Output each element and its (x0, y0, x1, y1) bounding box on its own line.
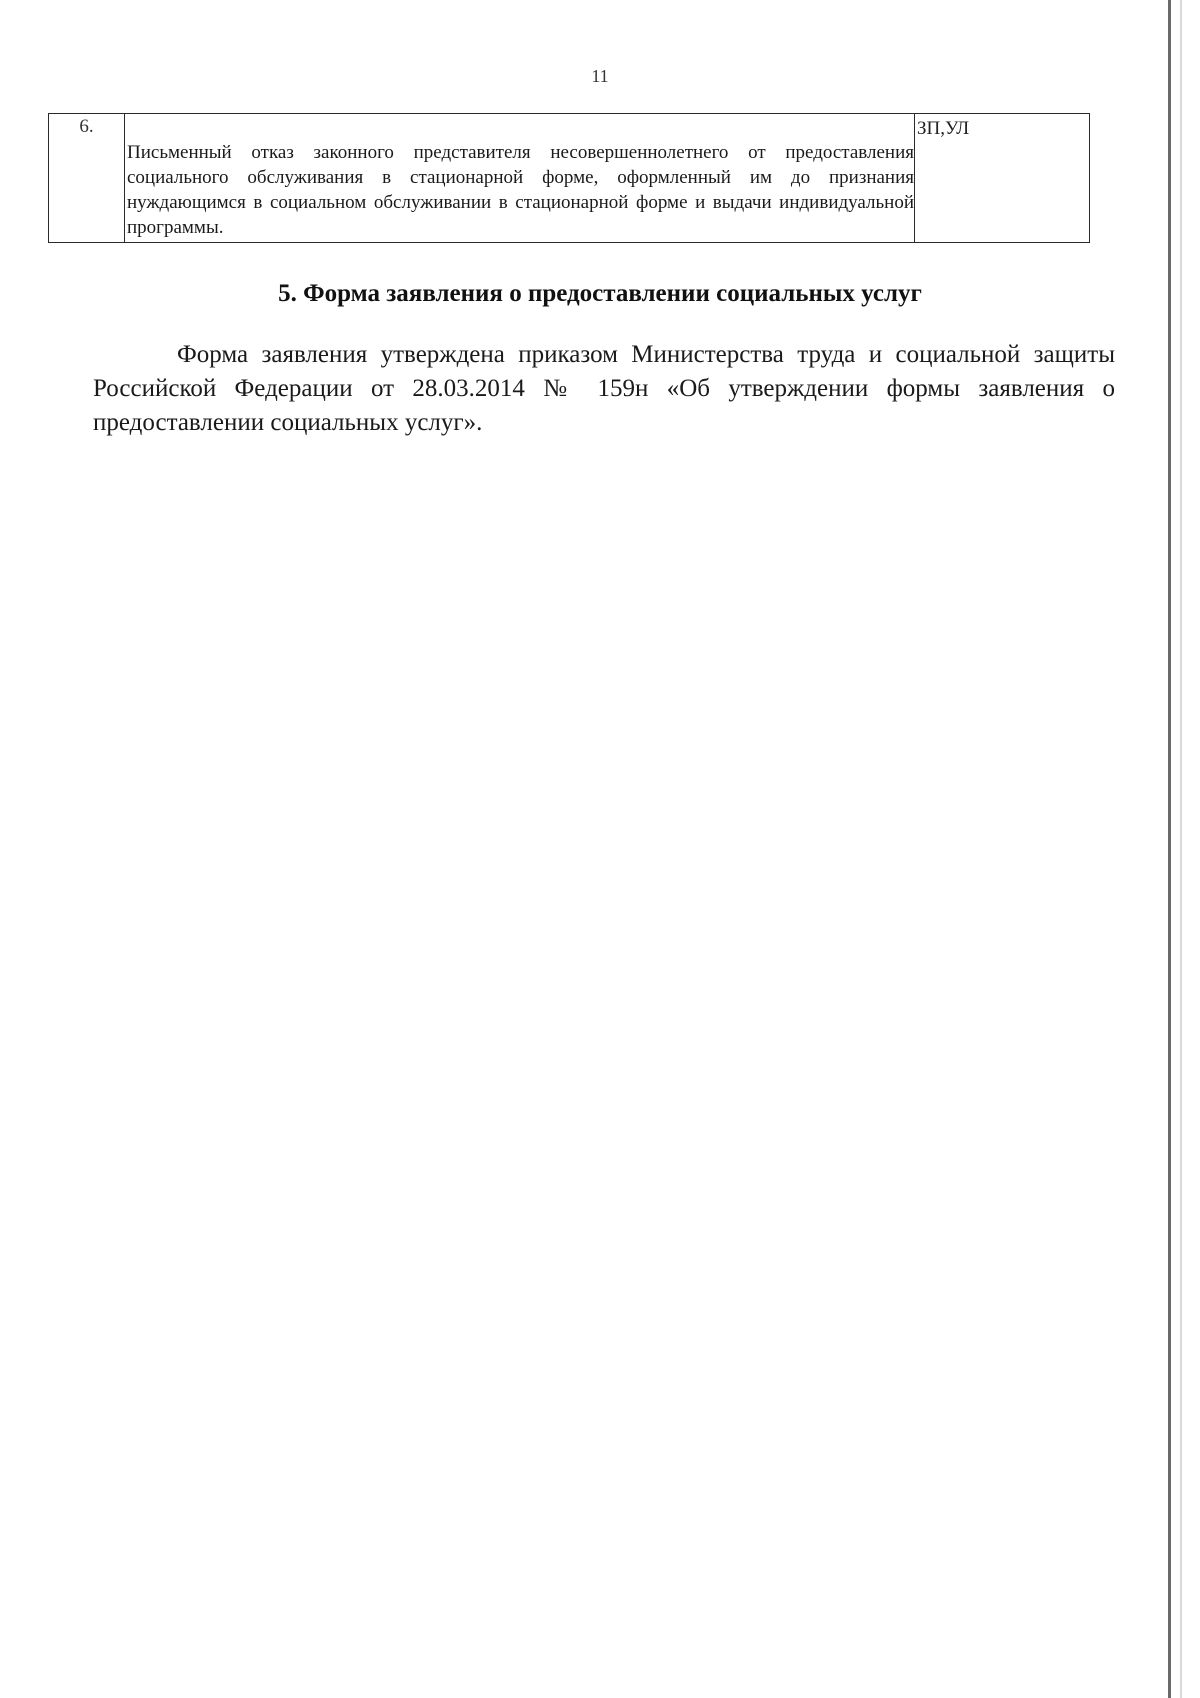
section-paragraph: Форма заявления утверждена приказом Министерства труда и социальной защиты Российской Федерации от 28.03.2014 № 159н «Об утверждении формы заявления о предоставлении социальных услуг». (93, 341, 1115, 436)
row-number: 6. (49, 114, 125, 243)
scan-border (1168, 0, 1171, 1698)
table-row (49, 114, 1090, 243)
page-number: 11 (591, 66, 609, 86)
documents-table (48, 113, 1090, 243)
row-code: ЗП,УЛ (915, 114, 1090, 243)
scan-border-shadow (1180, 0, 1182, 1698)
row-description: Письменный отказ законного представителя несовершеннолетнего от предоставления социального обслуживания в стационарной форме, оформленный им до признания нуждающимся в социальном обслуживании в стационарной форме и выдачи индивидуальной программы. (125, 114, 915, 243)
section-heading: 5. Форма заявления о предоставлении социальных услуг (278, 280, 922, 307)
